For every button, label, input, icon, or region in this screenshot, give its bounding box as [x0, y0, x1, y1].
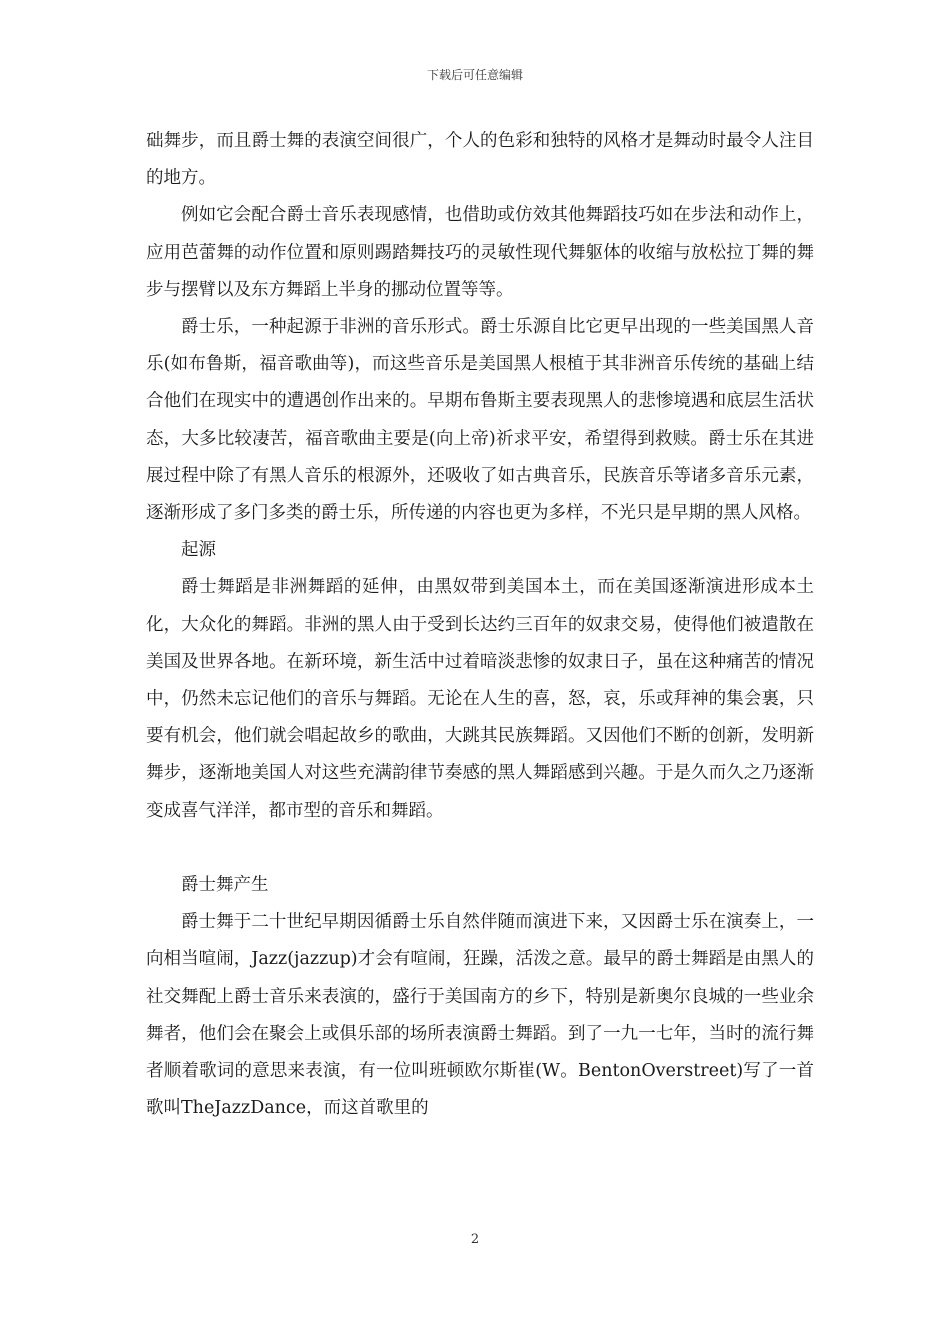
paragraph-origin: 爵士舞蹈是非洲舞蹈的延伸，由黑奴带到美国本土，而在美国逐渐演进形成本土化，大众化的舞蹈。非洲的黑人由于受到长达约三百年的奴隶交易，使得他们被遣散在美国及世界各地。在新环境，新生活中过着暗淡悲惨的奴隶日子，虽在这种痛苦的情况中，仍然未忘记他们的音乐与舞蹈。无论在人生的喜，怒，哀，乐或拜神的集会裏，只要有机会，他们就会唱起故乡的歌曲，大跳其民族舞蹈。又因他们不断的创新，发明新舞步，逐渐地美国人对这些充满韵律节奏感的黑人舞蹈感到兴趣。于是久而久之乃逐渐变成喜气洋洋，都市型的音乐和舞蹈。 — [146, 577, 814, 821]
paragraph-jazz-techniques: 例如它会配合爵士音乐表现感情，也借助或仿效其他舞蹈技巧如在步法和动作上，应用芭蕾舞的动作位置和原则踢踏舞技巧的灵敏性现代舞躯体的收缩与放松拉丁舞的舞步与摆臂以及东方舞蹈上半身的挪动位置等等。 — [146, 205, 814, 300]
page-number: 2 — [470, 1232, 480, 1247]
document-body — [146, 123, 814, 1127]
paragraph-jazz-dance-emergence: 爵士舞于二十世纪早期因循爵士乐自然伴随而演进下来，又因爵士乐在演奏上，一向相当喧闹，Jazz(jazzup)才会有喧闹，狂躁，活泼之意。最早的爵士舞蹈是由黑人的社交舞配上爵士音乐来表演的，盛行于美国南方的乡下，特别是新奥尔良城的一些业余舞者，他们会在聚会上或俱乐部的场所表演爵士舞蹈。到了一九一七年，当时的流行舞者顺着歌词的意思来表演，有一位叫班顿欧尔斯崔(W。BentonOverstreet)写了一首歌叫TheJazzDance，而这首歌里的 — [146, 912, 814, 1119]
blank-line — [146, 830, 814, 867]
page-header: 下载后可任意编辑 — [426, 68, 523, 82]
paragraph-jazz-music: 爵士乐，一种起源于非洲的音乐形式。爵士乐源自比它更早出现的一些美国黑人音乐(如布鲁斯，福音歌曲等)，而这些音乐是美国黑人根植于其非洲音乐传统的基础上结合他们在现实中的遭遇创作出来的。早期布鲁斯主要表现黑人的悲惨境遇和底层生活状态，大多比较凄苦，福音歌曲主要是(向上帝)祈求平安，希望得到救赎。爵士乐在其进展过程中除了有黑人音乐的根源外，还吸收了如古典音乐，民族音乐等诸多音乐元素，逐渐形成了多门多类的爵士乐，所传递的内容也更为多样，不光只是早期的黑人风格。 — [146, 317, 814, 524]
section-heading-origin: 起源 — [181, 540, 216, 561]
paragraph-continued: 础舞步，而且爵士舞的表演空间很广，个人的色彩和独特的风格才是舞动时最令人注目的地方。 — [146, 131, 814, 189]
section-heading-jazz-dance-emergence: 爵士舞产生 — [181, 875, 269, 896]
